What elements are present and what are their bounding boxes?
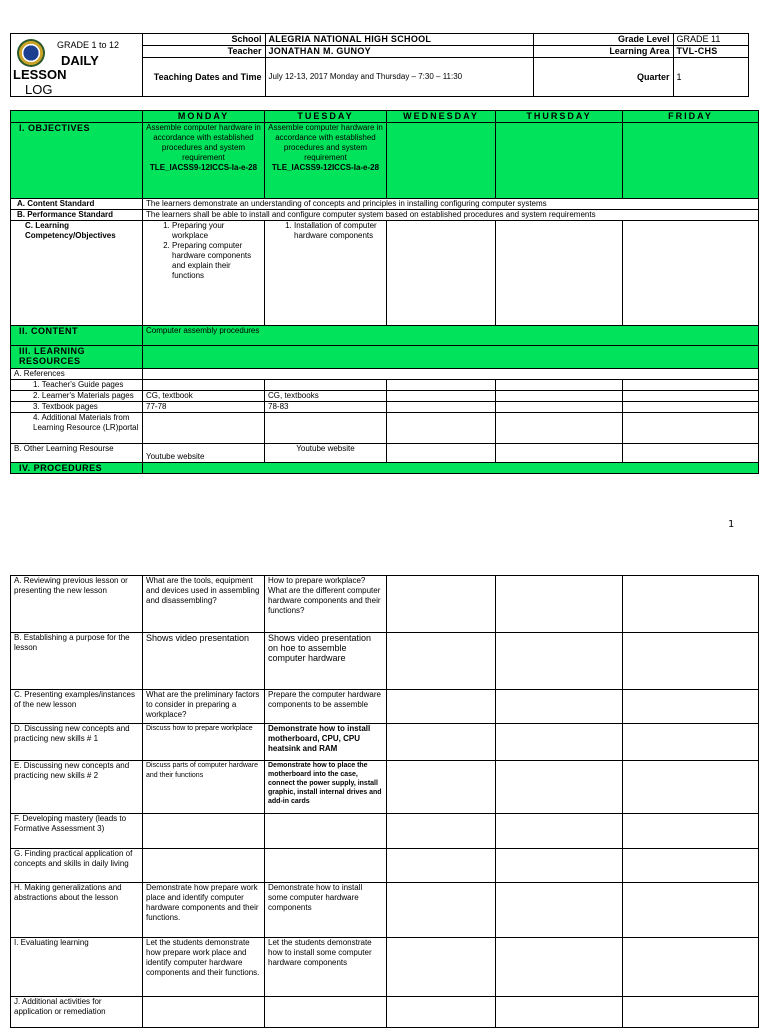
lesson-plan-table-page1 <box>10 110 759 474</box>
procedure-tuesday: Demonstrate how to install motherboard, CPU, CPU heatsink and RAM <box>265 724 387 761</box>
textbook-pages-monday: 77-78 <box>143 402 265 413</box>
procedure-tuesday <box>265 849 387 883</box>
other-resources-row <box>11 444 759 463</box>
lesson-title: LESSON <box>13 67 67 82</box>
procedure-tuesday <box>265 814 387 849</box>
objectives-monday-text: Assemble computer hardware in accordance with established procedures and system requirement <box>146 123 261 162</box>
learning-area-value: TVL-CHS <box>673 46 748 58</box>
objectives-tuesday-text: Assemble computer hardware in accordance with established procedures and system requirement <box>268 123 383 162</box>
objectives-wednesday <box>387 123 496 199</box>
teachers-guide-label: 1. Teacher's Guide pages <box>11 380 143 391</box>
lesson-log-title-block <box>10 33 143 97</box>
learning-resources-empty <box>143 346 759 369</box>
textbook-pages-tuesday: 78-83 <box>265 402 387 413</box>
procedures-table-page2 <box>10 575 759 1028</box>
content-standard-label: A. Content Standard <box>11 199 143 210</box>
procedure-monday <box>143 849 265 883</box>
procedure-monday: Shows video presentation <box>143 633 265 690</box>
day-friday: FRIDAY <box>623 111 759 123</box>
learning-area-label: Learning Area <box>533 46 673 58</box>
procedure-row <box>11 814 759 849</box>
procedure-monday: What are the tools, equipment and devices used in assembling and disassembling? <box>143 576 265 633</box>
procedure-tuesday: Let the students demonstrate how to install some computer hardware components <box>265 938 387 997</box>
day-tuesday: TUESDAY <box>265 111 387 123</box>
page-number: 1 <box>728 519 735 530</box>
procedure-monday: Discuss parts of computer hardware and their functions <box>143 761 265 814</box>
content-row <box>11 326 759 346</box>
competency-row <box>11 221 759 326</box>
day-monday: MONDAY <box>143 111 265 123</box>
procedure-monday: Demonstrate how prepare work place and identify computer hardware components and their functions. <box>143 883 265 938</box>
competency-monday-list <box>146 221 261 281</box>
procedures-label: IV. PROCEDURES <box>11 463 143 474</box>
additional-materials-label: 4. Additional Materials from Learning Resource (LR)portal <box>11 413 143 444</box>
competency-label: C. Learning Competency/Objectives <box>11 221 143 326</box>
competency-tuesday <box>265 221 387 326</box>
procedure-label: C. Presenting examples/instances of the new lesson <box>11 690 143 724</box>
procedure-label: E. Discussing new concepts and practicing new skills # 2 <box>11 761 143 814</box>
school-label: School <box>143 34 265 46</box>
procedure-label: A. Reviewing previous lesson or presenting the new lesson <box>11 576 143 633</box>
procedure-row <box>11 690 759 724</box>
procedure-monday <box>143 997 265 1028</box>
other-resources-label: B. Other Learning Resourse <box>11 444 143 463</box>
objectives-tuesday-code: TLE_IACSS9-12ICCS-Ia-e-28 <box>271 163 380 172</box>
procedure-row <box>11 633 759 690</box>
references-label: A. References <box>11 369 143 380</box>
day-wednesday: WEDNESDAY <box>387 111 496 123</box>
objectives-friday <box>623 123 759 199</box>
learners-materials-label: 2. Learner's Materials pages <box>11 391 143 402</box>
procedure-label: B. Establishing a purpose for the lesson <box>11 633 143 690</box>
procedure-tuesday: How to prepare workplace? What are the different computer hardware components and their functions? <box>265 576 387 633</box>
school-value: ALEGRIA NATIONAL HIGH SCHOOL <box>265 34 533 46</box>
quarter-label: Quarter <box>533 58 673 97</box>
content-label: II. CONTENT <box>11 326 143 346</box>
procedure-row <box>11 938 759 997</box>
competency-monday <box>143 221 265 326</box>
procedure-tuesday: Prepare the computer hardware components to be assemble <box>265 690 387 724</box>
procedure-tuesday: Demonstrate how to install some computer hardware components <box>265 883 387 938</box>
competency-wednesday <box>387 221 496 326</box>
performance-standard-row <box>11 210 759 221</box>
procedure-label: I. Evaluating learning <box>11 938 143 997</box>
learners-materials-tuesday: CG, textbooks <box>265 391 387 402</box>
objectives-label: I. OBJECTIVES <box>11 123 143 199</box>
other-resources-monday: Youtube website <box>143 444 265 463</box>
references-row <box>11 369 759 380</box>
procedure-row <box>11 883 759 938</box>
header-info-table <box>143 33 749 97</box>
objectives-thursday <box>496 123 623 199</box>
competency-monday-item: 2. Preparing computer hardware components and explain their functions <box>172 241 261 281</box>
procedure-label: D. Discussing new concepts and practicing new skills # 1 <box>11 724 143 761</box>
performance-standard-label: B. Performance Standard <box>11 210 143 221</box>
other-resources-tuesday: Youtube website <box>265 444 387 463</box>
competency-tuesday-list <box>268 221 383 241</box>
textbook-pages-label: 3. Textbook pages <box>11 402 143 413</box>
procedure-row <box>11 724 759 761</box>
objectives-tuesday <box>265 123 387 199</box>
competency-monday-item: 1. Preparing your workplace <box>172 221 261 241</box>
objectives-monday <box>143 123 265 199</box>
learning-resources-label: III. LEARNING RESOURCES <box>11 346 143 369</box>
teachers-guide-row <box>11 380 759 391</box>
procedure-tuesday: Shows video presentation on hoe to assemble computer hardware <box>265 633 387 690</box>
objectives-row <box>11 123 759 199</box>
learning-resources-row <box>11 346 759 369</box>
teaching-dates-value: July 12-13, 2017 Monday and Thursday – 7:30 – 11:30 <box>265 58 533 97</box>
day-thursday: THURSDAY <box>496 111 623 123</box>
grade-level-value: GRADE 11 <box>673 34 748 46</box>
content-standard-text: The learners demonstrate an understanding of concepts and principles in installing configuring computer systems <box>143 199 759 210</box>
competency-friday <box>623 221 759 326</box>
procedure-row <box>11 761 759 814</box>
log-title: LOG <box>25 82 53 97</box>
corner-cell <box>11 111 143 123</box>
competency-tuesday-item: 1. Installation of computer hardware components <box>294 221 383 241</box>
days-header-row <box>11 111 759 123</box>
additional-materials-row <box>11 413 759 444</box>
daily-title: DAILY <box>61 53 99 68</box>
procedure-row <box>11 997 759 1028</box>
learners-materials-row <box>11 391 759 402</box>
performance-standard-text: The learners shall be able to install and configure computer system based on established procedures and system requirements <box>143 210 759 221</box>
teacher-value: JONATHAN M. GUNOY <box>265 46 533 58</box>
procedure-tuesday <box>265 997 387 1028</box>
learners-materials-monday: CG, textbook <box>143 391 265 402</box>
procedure-row <box>11 849 759 883</box>
procedures-row <box>11 463 759 474</box>
procedure-label: H. Making generalizations and abstractions about the lesson <box>11 883 143 938</box>
procedure-monday: Discuss how to prepare workplace <box>143 724 265 761</box>
objectives-monday-code: TLE_IACSS9-12ICCS-Ia-e-28 <box>149 163 258 172</box>
procedure-label: G. Finding practical application of concepts and skills in daily living <box>11 849 143 883</box>
procedure-label: J. Additional activities for application or remediation <box>11 997 143 1028</box>
quarter-value: 1 <box>673 58 748 97</box>
content-text: Computer assembly procedures <box>143 326 759 346</box>
content-standard-row <box>11 199 759 210</box>
grade-level-label: Grade Level <box>533 34 673 46</box>
procedure-monday: Let the students demonstrate how prepare work place and identify computer hardware components and their functions. <box>143 938 265 997</box>
deped-seal-logo <box>17 39 45 67</box>
teacher-label: Teacher <box>143 46 265 58</box>
procedures-empty <box>143 463 759 474</box>
grade-range: GRADE 1 to 12 <box>57 40 120 50</box>
teaching-dates-label: Teaching Dates and Time <box>143 58 265 97</box>
references-empty <box>143 369 759 380</box>
procedure-monday: What are the preliminary factors to consider in preparing a workplace? <box>143 690 265 724</box>
procedure-row <box>11 576 759 633</box>
procedure-tuesday: Demonstrate how to place the motherboard into the case, connect the power supply, install graphic, install internal drives and add-in cards <box>265 761 387 814</box>
competency-thursday <box>496 221 623 326</box>
procedure-monday <box>143 814 265 849</box>
procedure-label: F. Developing mastery (leads to Formative Assessment 3) <box>11 814 143 849</box>
textbook-pages-row <box>11 402 759 413</box>
